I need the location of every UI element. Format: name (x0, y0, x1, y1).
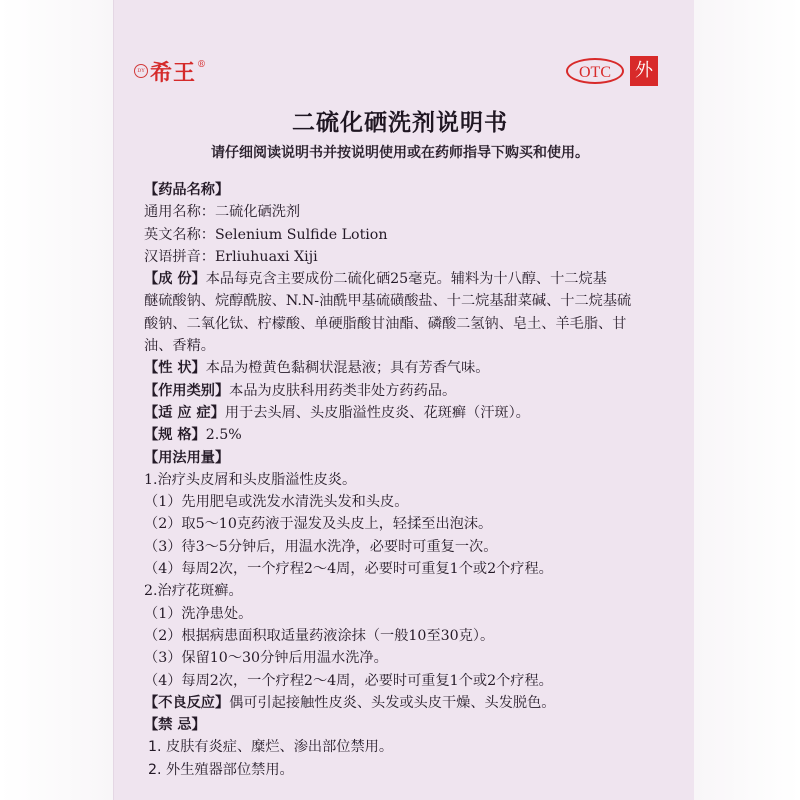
brand-name: 希王 (150, 61, 197, 86)
contraindication-item: 2. 外生殖器部位禁用。 (148, 761, 294, 778)
composition-line-4: 油、香精。 (144, 338, 215, 355)
leaflet-body (144, 179, 679, 781)
adverse-row (144, 692, 679, 714)
composition-line-3: 酸钠、二氧化钛、柠檬酸、单硬脂酸甘油酯、磷酸二氢钠、皂土、羊毛脂、甘 (144, 315, 627, 332)
specification-label: 【规 格】 (144, 427, 206, 444)
usage-line: （2）取5～10克药液于湿发及头皮上，轻揉至出泡沫。 (144, 516, 493, 533)
usage-line: （1）洗净患处。 (144, 605, 253, 622)
brand-logo (134, 60, 206, 88)
specification-row (144, 424, 679, 446)
category-text: 本品为皮肤科用药类非处方药药品。 (229, 382, 457, 399)
category-row (144, 380, 679, 402)
category-label: 【作用类别】 (144, 382, 230, 399)
usage-line: （1）先用肥皂或洗发水清洗头发和头皮。 (144, 494, 409, 511)
generic-name: 通用名称：二硫化硒洗剂 (144, 204, 301, 221)
document-title: 二硫化硒洗剂说明书 (292, 110, 508, 136)
contraindication-item: 1. 皮肤有炎症、糜烂、渗出部位禁用。 (148, 739, 394, 756)
composition-label: 【成 份】 (144, 271, 206, 288)
properties-label: 【性 状】 (144, 360, 206, 377)
external-use-badge: 外 (630, 56, 658, 86)
pinyin-name: 汉语拼音：Erliuhuaxi Xiji (144, 248, 318, 265)
properties-text: 本品为橙黄色黏稠状混悬液；具有芳香气味。 (205, 360, 490, 377)
composition-line-2: 醚硫酸钠、烷醇酰胺、N.N-油酰甲基硫磺酸盐、十二烷基甜菜碱、十二烷基硫 (144, 293, 632, 310)
adverse-text: 偶可引起接触性皮炎、头发或头皮干燥、头发脱色。 (229, 694, 556, 711)
registered-mark: ® (197, 60, 207, 70)
usage-line: 2.治疗花斑癣。 (144, 583, 243, 600)
otc-badge: OTC (566, 58, 624, 84)
usage-line: （4）每周2次，一个疗程2～4周，必要时可重复1个或2个疗程。 (144, 561, 553, 578)
indications-row (144, 402, 679, 424)
usage-line: （4）每周2次，一个疗程2～4周，必要时可重复1个或2个疗程。 (144, 672, 553, 689)
specification-text: 2.5% (205, 427, 242, 444)
indications-label: 【适 应 症】 (144, 404, 225, 421)
adverse-label: 【不良反应】 (144, 694, 230, 711)
usage-line: （3）待3～5分钟后，用温水洗净，必要时可重复一次。 (144, 538, 498, 555)
brand-seal-icon: DY (134, 64, 148, 78)
contraindications-heading: 【禁 忌】 (144, 717, 206, 734)
usage-line: （2）根据病患面积取适量药液涂抹（一般10至30克）。 (144, 627, 495, 644)
drug-name-heading: 【药品名称】 (144, 182, 230, 198)
usage-heading: 【用法用量】 (144, 449, 230, 466)
composition-line-1: 【成 份】本品每克含主要成份二硫化硒25毫克。辅料为十八醇、十二烷基 (144, 271, 607, 288)
english-name: 英文名称：Selenium Sulfide Lotion (144, 226, 388, 243)
indications-text: 用于去头屑、头皮脂溢性皮炎、花斑癣（汗斑）。 (224, 404, 530, 421)
usage-notice: 请仔细阅读说明书并按说明使用或在药师指导下购买和使用。 (211, 145, 589, 161)
properties-row (144, 357, 679, 379)
usage-line: （3）保留10～30分钟后用温水洗净。 (144, 650, 388, 667)
usage-line: 1.治疗头皮屑和头皮脂溢性皮炎。 (144, 471, 357, 488)
